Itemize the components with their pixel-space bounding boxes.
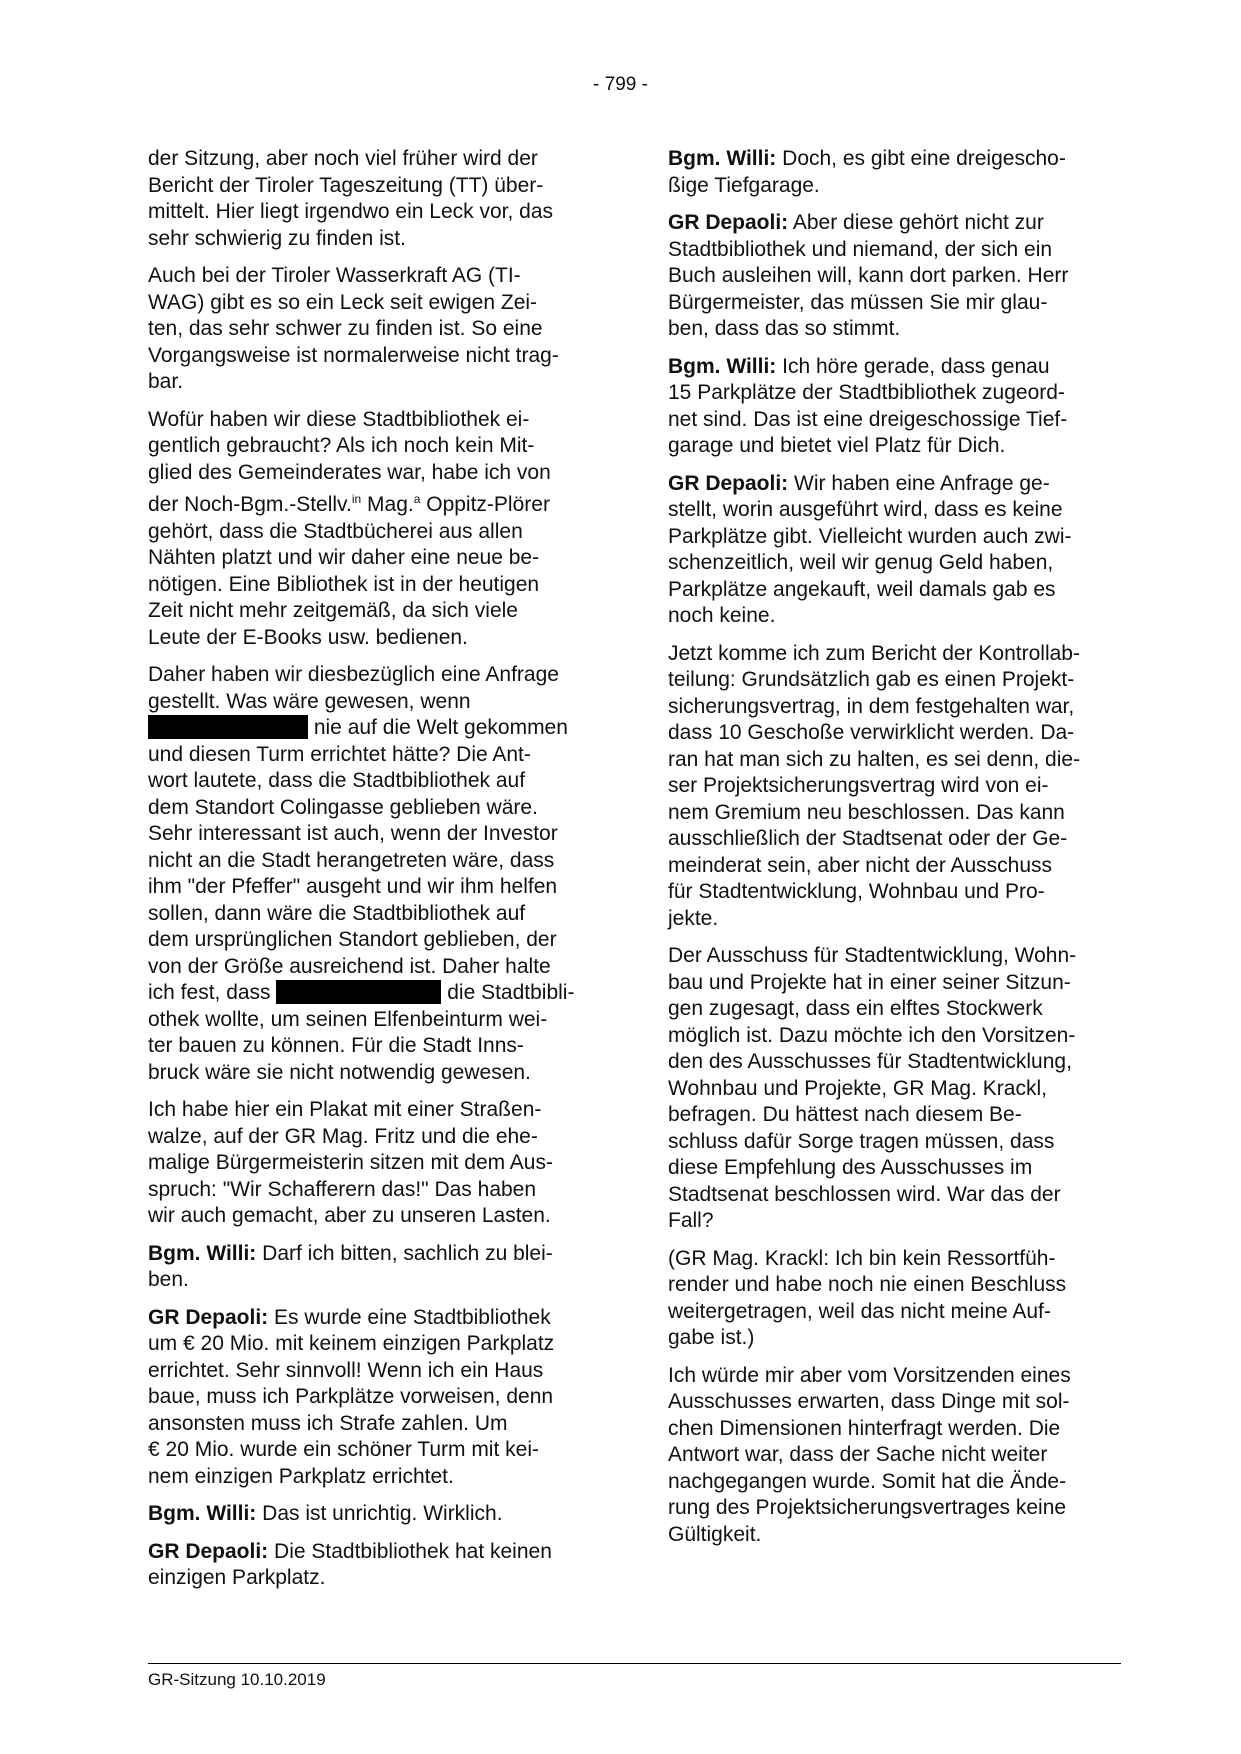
speaker-name: GR Depaoli: — [668, 211, 789, 234]
paragraph: Wofür haben wir diese Stadtbibliothek ei- gentlich gebraucht? Als ich noch kein Mit- glied des Gemeinderates war, habe ich von der Noch-Bgm.-Stellv.$^{in}$ Mag.$^a$ Oppitz-Plörer gehört, dass die Stadtbücherei aus allen Nähten platzt und wir daher eine neue be- nötigen. Eine Bibliothek ist in der heutigen Zeit nicht mehr zeitgemäß, da sich viele Leute der E-Books usw. bedienen. — [148, 407, 551, 649]
paragraph: Der Ausschuss für Stadtentwicklung, Wohn- bau und Projekte hat in einer seiner Sitzun- gen zugesagt, dass ein elftes Stockwerk möglich ist. Dazu möchte ich den Vorsitzen- den des Ausschusses für Stadtentwicklung, Wohnbau und Projekte, GR Mag. Krackl, befragen. Du hättest nach diesem Be- schluss dafür Sorge tragen müssen, dass diese Empfehlung des Ausschusses im Stadtsenat beschlossen wird. War das der Fall? — [668, 944, 1077, 1232]
paragraph: GR Depaoli: Es wurde eine Stadtbibliothek um € 20 Mio. mit keinem einzigen Parkplatz errichtet. Sehr sinnvoll! Wenn ich ein Haus baue, muss ich Parkplätze vorweisen, denn ansonsten muss ich Strafe zahlen. Um € 20 Mio. wurde ein schöner Turm mit kei- nem einzigen Parkplatz errichtet. — [148, 1305, 555, 1488]
page-number: - 799 - — [593, 74, 648, 95]
paragraph: Bgm. Willi: Darf ich bitten, sachlich zu blei- ben. — [148, 1241, 553, 1291]
paragraph: Ich habe hier ein Plakat mit einer Straßen- walze, auf der GR Mag. Fritz und die ehe- malige Bürgermeisterin sitzen mit dem Aus- spruch: "Wir Schafferern das!" Das haben wir auch gemacht, aber zu unseren Lasten. — [148, 1098, 553, 1227]
speaker-name: Bgm. Willi: — [148, 1241, 257, 1265]
speaker-name: GR Depaoli: — [668, 471, 789, 495]
redaction-bar — [276, 980, 441, 1004]
paragraph: Daher haben wir diesbezüglich eine Anfrage gestellt. Was wäre gewesen, wenn nie auf die Welt gekommen und diesen Turm errichtet hätte? Die Ant- wort lautete, dass die Stadtbibliothek auf dem Standort Colingasse geblieben wäre. Sehr interessant ist auch, wenn der Investor nicht an die Stadt herangetreten wäre, dass ihm "der Pfeffer" ausgeht und wir ihm helfen sollen, dann wäre die Stadtbibliothek auf dem ursprünglichen Standort geblieben, der von der Größe ausreichend ist. Daher halte ich fest, dass die Stadtbibli- othek wollte, um seinen Elfenbeinturm wei- ter bauen zu können. Für die Stadt Inns- bruck wäre sie nicht notwendig gewesen. — [148, 663, 575, 1084]
paragraph: der Sitzung, aber noch viel früher wird der Bericht der Tiroler Tageszeitung (TT) über- mittelt. Hier liegt irgendwo ein Leck vor, das sehr schwierig zu finden ist. — [148, 147, 554, 250]
paragraph: (GR Mag. Krackl: Ich bin kein Ressortfüh- render und habe noch nie einen Beschluss weitergetragen, weil das nicht meine Auf- gabe ist.) — [668, 1246, 1067, 1349]
redaction-bar — [148, 715, 308, 739]
paragraph: GR Depaoli: Die Stadtbibliothek hat keinen einzigen Parkplatz. — [148, 1539, 552, 1589]
footer-divider — [148, 1663, 1121, 1664]
paragraph: Bgm. Willi: Doch, es gibt eine dreigescho- ßige Tiefgarage. — [668, 147, 1066, 197]
paragraph: Bgm. Willi: Ich höre gerade, dass genau 15 Parkplätze der Stadtbibliothek zugeord- net sind. Das ist eine dreigeschossige Tief- garage und bietet viel Platz für Dich. — [668, 354, 1068, 457]
paragraph: GR Depaoli: Wir haben eine Anfrage ge- stellt, worin ausgeführt wird, dass es keine Parkplätze gibt. Vielleicht wurden auch zwi- schenzeitlich, weil wir genug Geld haben, Parkplätze angekauft, weil damals gab es noch keine. — [668, 471, 1072, 627]
speaker-name: GR Depaoli: — [148, 1305, 269, 1329]
left-column — [148, 146, 603, 1603]
speaker-name: Bgm. Willi: — [668, 147, 777, 170]
paragraph: GR Depaoli: Aber diese gehört nicht zur Stadtbibliothek und niemand, der sich ein Buch ausleihen will, kann dort parken. Herr Bürgermeister, das müssen Sie mir glau- ben, dass das so stimmt. — [668, 211, 1069, 340]
paragraph: Bgm. Willi: Das ist unrichtig. Wirklich. — [148, 1502, 503, 1525]
speaker-name: GR Depaoli: — [148, 1539, 269, 1563]
footer-text: GR-Sitzung 10.10.2019 — [148, 1670, 326, 1689]
paragraph: Jetzt komme ich zum Bericht der Kontrollab- teilung: Grundsätzlich gab es einen Projekt- sicherungsvertrag, in dem festgehalten war, dass 10 Geschoße verwirklicht werden. Da- ran hat man sich zu halten, es sei denn, die- ser Projektsicherungsvertrag wird von ei- nem Gremium neu beschlossen. Das kann ausschließlich der Stadtsenat oder der Ge- meinderat sein, aber nicht der Ausschuss für Stadtentwicklung, Wohnbau und Pro- jekte. — [668, 641, 1081, 930]
right-column — [668, 146, 1123, 1559]
paragraph: Ich würde mir aber vom Vorsitzenden eines Ausschusses erwarten, dass Dinge mit sol- chen Dimensionen hinterfragt werden. Die Antwort war, dass der Sache nicht weiter nachgegangen wurde. Somit hat die Ände- rung des Projektsicherungsvertrages keine Gültigkeit. — [668, 1363, 1071, 1546]
speaker-name: Bgm. Willi: — [668, 354, 777, 378]
paragraph: Auch bei der Tiroler Wasserkraft AG (TI- WAG) gibt es so ein Leck seit ewigen Zei- ten, das sehr schwer zu finden ist. So eine Vorgangsweise ist normalerweise nicht trag- bar. — [148, 264, 559, 393]
speaker-name: Bgm. Willi: — [148, 1502, 257, 1525]
